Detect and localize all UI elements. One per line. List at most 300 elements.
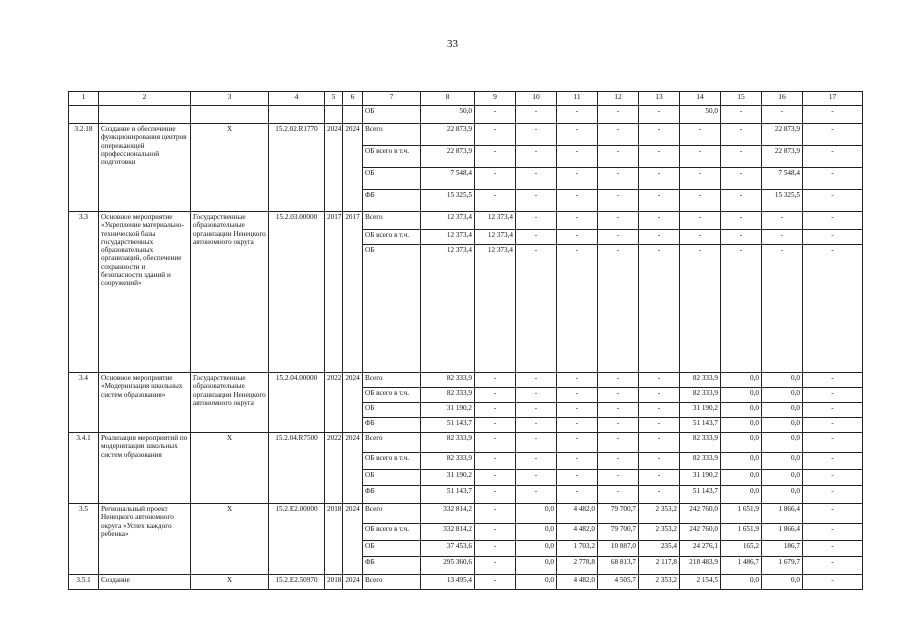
column-number-1: 1 (69, 92, 99, 106)
table-body (69, 92, 863, 590)
item-code: 3.4 (69, 373, 99, 433)
amount-cell: - (721, 190, 762, 212)
funding-source: ОБ (363, 403, 421, 418)
amount-cell: - (680, 190, 721, 212)
amount-cell: - (639, 106, 680, 124)
amount-cell: - (803, 541, 863, 557)
amount-cell: 51 143,7 (421, 418, 475, 433)
amount-cell: - (803, 245, 863, 373)
amount-cell: - (516, 373, 557, 388)
amount-cell: - (639, 486, 680, 504)
amount-cell: 31 190,2 (421, 470, 475, 486)
amount-cell: 0,0 (721, 470, 762, 486)
amount-cell: 1 486,7 (721, 557, 762, 575)
amount-cell: - (475, 541, 516, 557)
amount-cell: 51 143,7 (680, 486, 721, 504)
item-end-year: 2024 (343, 504, 363, 575)
amount-cell: 7 548,4 (421, 168, 475, 190)
item-start-year: 2017 (325, 212, 343, 373)
amount-cell: - (475, 557, 516, 575)
amount-cell: 1 703,2 (557, 541, 598, 557)
amount-cell: - (639, 373, 680, 388)
amount-cell: - (639, 403, 680, 418)
funding-source: ОБ (363, 106, 421, 124)
amount-cell: 68 813,7 (598, 557, 639, 575)
table-row (69, 504, 863, 524)
amount-cell: 0,0 (762, 433, 803, 453)
amount-cell: - (516, 106, 557, 124)
amount-cell: - (475, 124, 516, 146)
amount-cell: - (598, 418, 639, 433)
amount-cell: - (639, 230, 680, 245)
table-row (69, 433, 863, 453)
amount-cell: 1 651,9 (721, 504, 762, 524)
item-code: 3.3 (69, 212, 99, 373)
amount-cell: - (557, 190, 598, 212)
column-number-4: 4 (269, 92, 325, 106)
column-number-15: 15 (721, 92, 762, 106)
empty-cell (343, 106, 363, 124)
amount-cell: - (803, 388, 863, 403)
item-name: Региональный проект Ненецкого автономного округа «Успех каждого ребенка» (99, 504, 191, 575)
amount-cell: - (475, 373, 516, 388)
amount-cell: 0,0 (721, 388, 762, 403)
item-start-year: 2022 (325, 373, 343, 433)
item-start-year: 2022 (325, 433, 343, 504)
amount-cell: 165,2 (721, 541, 762, 557)
amount-cell: - (516, 190, 557, 212)
item-code: 3.4.1 (69, 433, 99, 504)
amount-cell: 12 373,4 (475, 230, 516, 245)
amount-cell: 0,0 (516, 557, 557, 575)
item-end-year: 2024 (343, 575, 363, 590)
empty-cell (69, 106, 99, 124)
amount-cell: 82 333,9 (421, 373, 475, 388)
amount-cell: - (598, 433, 639, 453)
amount-cell: 1 866,4 (762, 504, 803, 524)
amount-cell: 15 325,5 (762, 190, 803, 212)
amount-cell: 51 143,7 (680, 418, 721, 433)
amount-cell: - (475, 146, 516, 168)
funding-source: Всего (363, 433, 421, 453)
column-number-6: 6 (343, 92, 363, 106)
item-name: Создание (99, 575, 191, 590)
funding-source: ОБ всего в т.ч. (363, 146, 421, 168)
table-row (69, 575, 863, 590)
item-executor: Х (191, 124, 269, 212)
amount-cell: 242 760,0 (680, 504, 721, 524)
amount-cell: 0,0 (721, 373, 762, 388)
amount-cell: - (475, 470, 516, 486)
column-number-12: 12 (598, 92, 639, 106)
amount-cell: - (475, 433, 516, 453)
amount-cell: - (680, 245, 721, 373)
amount-cell: - (598, 245, 639, 373)
amount-cell: - (721, 124, 762, 146)
amount-cell: - (803, 433, 863, 453)
amount-cell: - (803, 106, 863, 124)
amount-cell: - (721, 146, 762, 168)
amount-cell: 1 679,7 (762, 557, 803, 575)
item-code: 3.2.18 (69, 124, 99, 212)
amount-cell: - (557, 245, 598, 373)
item-kbk-code: 15.2.E2.50970 (269, 575, 325, 590)
carry-over-row (69, 106, 863, 124)
item-kbk-code: 15.2.04.00000 (269, 373, 325, 433)
amount-cell: - (557, 212, 598, 230)
amount-cell: 2 353,2 (639, 524, 680, 541)
amount-cell: - (475, 504, 516, 524)
funding-source: Всего (363, 373, 421, 388)
empty-cell (191, 106, 269, 124)
amount-cell: - (639, 212, 680, 230)
amount-cell: 1 651,9 (721, 524, 762, 541)
amount-cell: 0,0 (721, 575, 762, 590)
amount-cell: 4 482,0 (557, 504, 598, 524)
amount-cell: - (598, 403, 639, 418)
column-number-5: 5 (325, 92, 343, 106)
amount-cell: 0,0 (762, 470, 803, 486)
amount-cell: 12 373,4 (421, 230, 475, 245)
amount-cell: 0,0 (762, 373, 803, 388)
amount-cell: - (557, 168, 598, 190)
amount-cell: - (557, 403, 598, 418)
amount-cell: - (803, 504, 863, 524)
item-end-year: 2017 (343, 212, 363, 373)
amount-cell: 12 373,4 (421, 245, 475, 373)
funding-source: ОБ всего в т.ч. (363, 524, 421, 541)
amount-cell: - (598, 453, 639, 470)
funding-source: ОБ всего в т.ч. (363, 230, 421, 245)
amount-cell: - (680, 124, 721, 146)
amount-cell: - (516, 124, 557, 146)
amount-cell: - (516, 388, 557, 403)
item-kbk-code: 15.2.04.R7500 (269, 433, 325, 504)
amount-cell: 82 333,9 (421, 453, 475, 470)
amount-cell: 0,0 (516, 575, 557, 590)
item-start-year: 2018 (325, 504, 343, 575)
amount-cell: - (598, 168, 639, 190)
amount-cell: - (475, 190, 516, 212)
amount-cell: 295 360,6 (421, 557, 475, 575)
amount-cell: - (762, 230, 803, 245)
amount-cell: 50,0 (421, 106, 475, 124)
amount-cell: - (762, 106, 803, 124)
amount-cell: - (557, 470, 598, 486)
funding-source: ФБ (363, 418, 421, 433)
amount-cell: - (803, 575, 863, 590)
item-start-year: 2018 (325, 575, 343, 590)
amount-cell: - (557, 453, 598, 470)
item-start-year: 2024 (325, 124, 343, 212)
item-kbk-code: 15.2.02.R1770 (269, 124, 325, 212)
amount-cell: - (598, 124, 639, 146)
amount-cell: - (516, 230, 557, 245)
amount-cell: - (639, 453, 680, 470)
item-end-year: 2024 (343, 124, 363, 212)
amount-cell: - (639, 245, 680, 373)
amount-cell: 51 143,7 (421, 486, 475, 504)
amount-cell: 0,0 (516, 541, 557, 557)
amount-cell: 12 373,4 (475, 245, 516, 373)
amount-cell: - (721, 106, 762, 124)
amount-cell: 2 117,8 (639, 557, 680, 575)
amount-cell: - (516, 418, 557, 433)
amount-cell: - (557, 230, 598, 245)
amount-cell: 4 482,0 (557, 524, 598, 541)
amount-cell: - (516, 470, 557, 486)
item-executor: Государственные образовательные организации Ненецкого автономного округа (191, 212, 269, 373)
column-number-3: 3 (191, 92, 269, 106)
column-number-7: 7 (363, 92, 421, 106)
amount-cell: - (803, 470, 863, 486)
funding-source: Всего (363, 124, 421, 146)
amount-cell: 242 760,0 (680, 524, 721, 541)
amount-cell: - (803, 453, 863, 470)
funding-source: ОБ (363, 245, 421, 373)
amount-cell: 7 548,4 (762, 168, 803, 190)
column-number-16: 16 (762, 92, 803, 106)
item-executor: Х (191, 504, 269, 575)
amount-cell: 0,0 (516, 524, 557, 541)
amount-cell: 82 333,9 (421, 433, 475, 453)
amount-cell: - (680, 168, 721, 190)
amount-cell: - (516, 403, 557, 418)
amount-cell: 1 866,4 (762, 524, 803, 541)
amount-cell: 0,0 (516, 504, 557, 524)
item-name: Основное мероприятие «Модернизация школьных систем образования» (99, 373, 191, 433)
column-number-8: 8 (421, 92, 475, 106)
amount-cell: 2 154,5 (680, 575, 721, 590)
amount-cell: - (475, 453, 516, 470)
amount-cell: 31 190,2 (680, 403, 721, 418)
amount-cell: - (516, 146, 557, 168)
funding-source: ФБ (363, 486, 421, 504)
amount-cell: 186,7 (762, 541, 803, 557)
amount-cell: - (721, 168, 762, 190)
amount-cell: - (598, 388, 639, 403)
amount-cell: 82 333,9 (680, 373, 721, 388)
amount-cell: - (598, 486, 639, 504)
column-number-9: 9 (475, 92, 516, 106)
amount-cell: - (475, 168, 516, 190)
amount-cell: 37 453,6 (421, 541, 475, 557)
amount-cell: - (598, 106, 639, 124)
page-number: 33 (447, 38, 458, 50)
item-executor: Государственные образовательные организации Ненецкого автономного округа (191, 373, 269, 433)
funding-source: Всего (363, 212, 421, 230)
amount-cell: - (516, 212, 557, 230)
column-number-11: 11 (557, 92, 598, 106)
column-number-2: 2 (99, 92, 191, 106)
amount-cell: 10 887,0 (598, 541, 639, 557)
amount-cell: - (803, 212, 863, 230)
amount-cell: 15 325,5 (421, 190, 475, 212)
item-kbk-code: 15.2.03.00000 (269, 212, 325, 373)
amount-cell: - (803, 230, 863, 245)
amount-cell: - (803, 168, 863, 190)
item-name: Реализация мероприятий по модернизации школьных систем образования (99, 433, 191, 504)
table-row (69, 373, 863, 388)
amount-cell: 13 495,4 (421, 575, 475, 590)
amount-cell: - (803, 403, 863, 418)
amount-cell: - (639, 470, 680, 486)
funding-source: Всего (363, 504, 421, 524)
amount-cell: - (516, 486, 557, 504)
amount-cell: - (557, 388, 598, 403)
column-number-13: 13 (639, 92, 680, 106)
amount-cell: - (639, 388, 680, 403)
amount-cell: 31 190,2 (421, 403, 475, 418)
funding-source: ОБ всего в т.ч. (363, 453, 421, 470)
amount-cell: - (598, 146, 639, 168)
funding-source: ОБ (363, 541, 421, 557)
column-number-14: 14 (680, 92, 721, 106)
amount-cell: - (598, 190, 639, 212)
amount-cell: 2 778,8 (557, 557, 598, 575)
amount-cell: 22 873,9 (421, 146, 475, 168)
header-row (69, 92, 863, 106)
amount-cell: - (557, 418, 598, 433)
amount-cell: - (516, 245, 557, 373)
item-end-year: 2024 (343, 433, 363, 504)
item-executor: Х (191, 575, 269, 590)
item-executor: Х (191, 433, 269, 504)
column-number-17: 17 (803, 92, 863, 106)
amount-cell: 332 814,2 (421, 524, 475, 541)
empty-cell (325, 106, 343, 124)
amount-cell: - (475, 486, 516, 504)
amount-cell: - (475, 388, 516, 403)
table-row (69, 124, 863, 146)
empty-cell (99, 106, 191, 124)
amount-cell: - (803, 190, 863, 212)
amount-cell: 82 333,9 (680, 453, 721, 470)
funding-source: ОБ (363, 168, 421, 190)
amount-cell: - (803, 486, 863, 504)
amount-cell: 0,0 (762, 453, 803, 470)
item-name: Основное мероприятие «Укрепление материально-технической базы государственных образовательных организаций, обеспечение сохранности и безопасности зданий и сооружений» (99, 212, 191, 373)
funding-source: ФБ (363, 557, 421, 575)
amount-cell: 0,0 (762, 575, 803, 590)
amount-cell: - (762, 212, 803, 230)
amount-cell: 79 700,7 (598, 504, 639, 524)
amount-cell: 12 373,4 (421, 212, 475, 230)
amount-cell: 0,0 (721, 403, 762, 418)
amount-cell: - (803, 124, 863, 146)
amount-cell: 0,0 (762, 418, 803, 433)
amount-cell: 31 190,2 (680, 470, 721, 486)
amount-cell: - (680, 212, 721, 230)
amount-cell: - (557, 486, 598, 504)
amount-cell: - (598, 230, 639, 245)
amount-cell: 0,0 (762, 486, 803, 504)
amount-cell: - (680, 230, 721, 245)
amount-cell: - (639, 146, 680, 168)
column-number-10: 10 (516, 92, 557, 106)
amount-cell: 332 814,2 (421, 504, 475, 524)
amount-cell: - (475, 524, 516, 541)
amount-cell: 218 483,9 (680, 557, 721, 575)
amount-cell: - (557, 124, 598, 146)
amount-cell: 4 482,0 (557, 575, 598, 590)
item-name: Создание и обеспечение функционирования центров опережающей профессиональной подготовки (99, 124, 191, 212)
amount-cell: - (557, 373, 598, 388)
amount-cell: - (803, 418, 863, 433)
amount-cell: - (762, 245, 803, 373)
item-code: 3.5.1 (69, 575, 99, 590)
amount-cell: - (557, 146, 598, 168)
amount-cell: - (475, 418, 516, 433)
funding-source: ОБ (363, 470, 421, 486)
amount-cell: - (639, 433, 680, 453)
amount-cell: - (803, 146, 863, 168)
amount-cell: - (803, 524, 863, 541)
funding-source: ОБ всего в т.ч. (363, 388, 421, 403)
amount-cell: - (680, 146, 721, 168)
amount-cell: - (721, 230, 762, 245)
amount-cell: - (557, 433, 598, 453)
amount-cell: 79 700,7 (598, 524, 639, 541)
financing-table (68, 91, 863, 590)
amount-cell: - (639, 168, 680, 190)
amount-cell: 82 333,9 (421, 388, 475, 403)
amount-cell: 22 873,9 (762, 124, 803, 146)
amount-cell: 4 505,7 (598, 575, 639, 590)
amount-cell: 24 276,1 (680, 541, 721, 557)
item-code: 3.5 (69, 504, 99, 575)
amount-cell: 0,0 (762, 403, 803, 418)
amount-cell: 22 873,9 (421, 124, 475, 146)
amount-cell: - (557, 106, 598, 124)
amount-cell: - (803, 373, 863, 388)
amount-cell: - (516, 433, 557, 453)
amount-cell: 0,0 (762, 388, 803, 403)
amount-cell: - (721, 212, 762, 230)
amount-cell: - (475, 575, 516, 590)
amount-cell: 0,0 (721, 486, 762, 504)
amount-cell: 235,4 (639, 541, 680, 557)
amount-cell: - (475, 106, 516, 124)
amount-cell: - (639, 418, 680, 433)
amount-cell: 22 873,9 (762, 146, 803, 168)
amount-cell: - (721, 245, 762, 373)
amount-cell: - (803, 557, 863, 575)
amount-cell: - (598, 212, 639, 230)
amount-cell: - (639, 190, 680, 212)
amount-cell: 82 333,9 (680, 388, 721, 403)
item-kbk-code: 15.2.E2.00000 (269, 504, 325, 575)
amount-cell: 2 353,2 (639, 575, 680, 590)
table-row (69, 212, 863, 230)
item-end-year: 2024 (343, 373, 363, 433)
amount-cell: - (516, 168, 557, 190)
amount-cell: 0,0 (721, 453, 762, 470)
empty-cell (269, 106, 325, 124)
funding-source: Всего (363, 575, 421, 590)
amount-cell: 50,0 (680, 106, 721, 124)
amount-cell: 2 353,2 (639, 504, 680, 524)
amount-cell: - (598, 373, 639, 388)
amount-cell: - (516, 453, 557, 470)
amount-cell: - (639, 124, 680, 146)
amount-cell: 0,0 (721, 418, 762, 433)
amount-cell: - (475, 403, 516, 418)
funding-source: ФБ (363, 190, 421, 212)
amount-cell: 12 373,4 (475, 212, 516, 230)
amount-cell: - (598, 470, 639, 486)
amount-cell: 0,0 (721, 433, 762, 453)
